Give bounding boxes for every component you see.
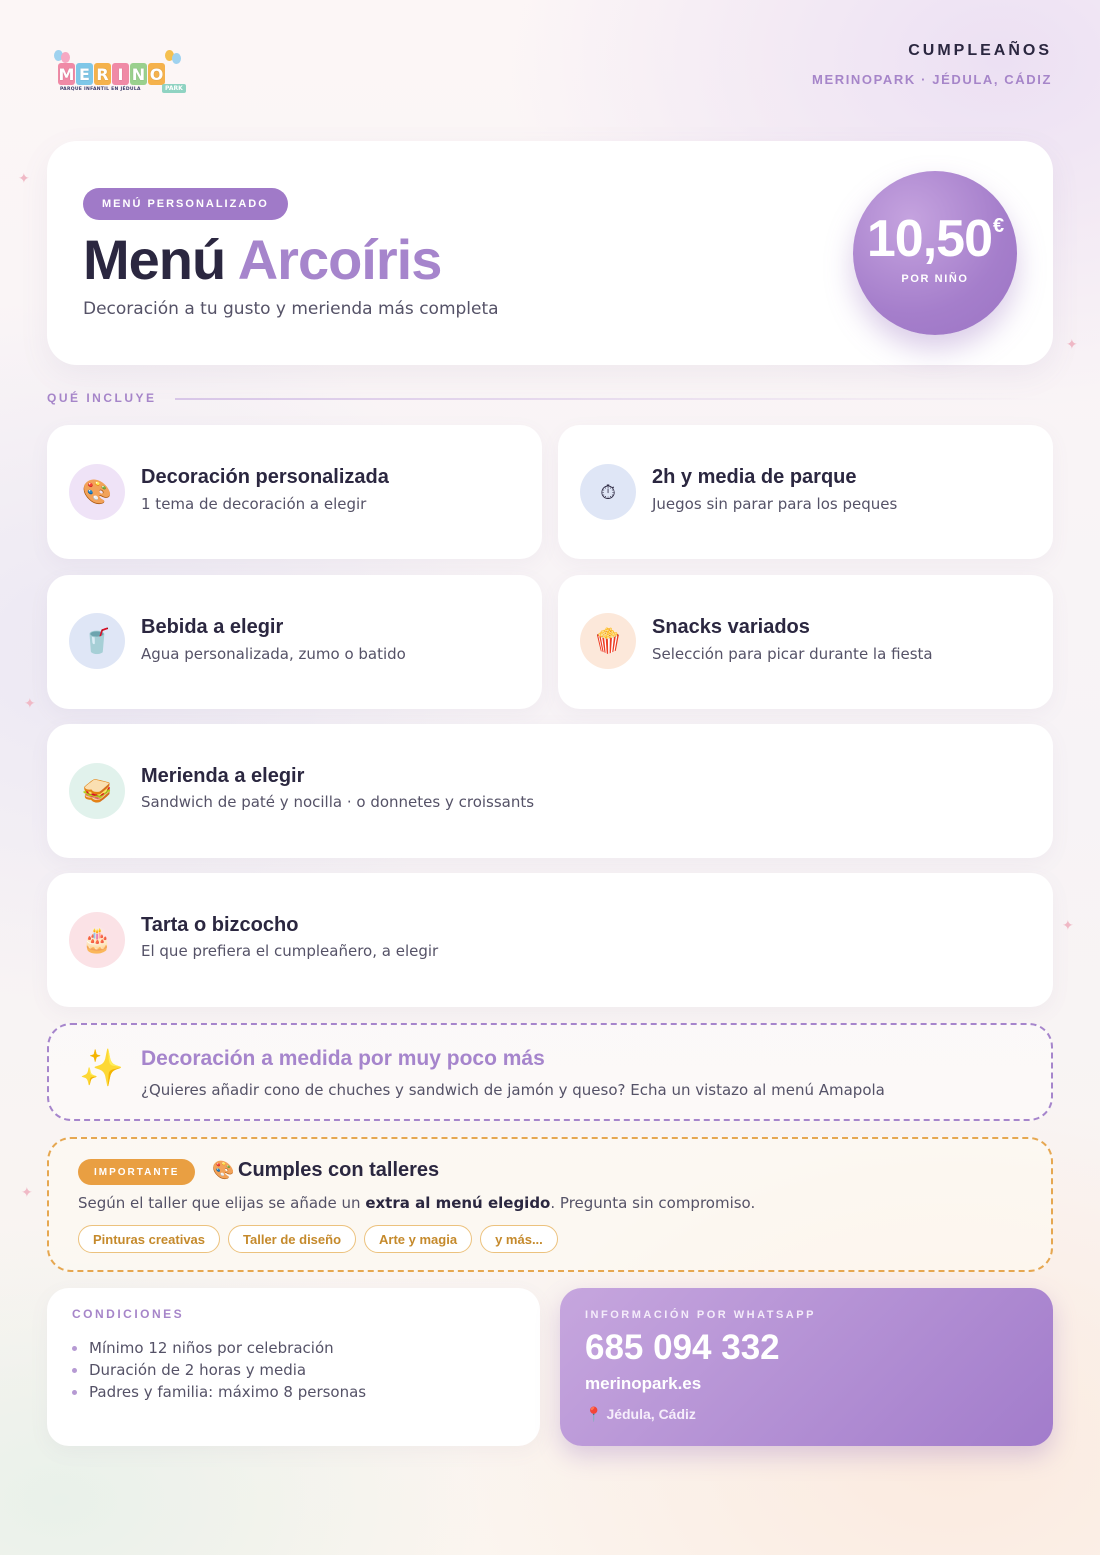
stopwatch-icon: ⏱ (580, 464, 636, 520)
workshop-chip: Pinturas creativas (78, 1225, 220, 1253)
feature-card (558, 575, 1053, 709)
merino-park-logo (50, 50, 190, 98)
drink-cup-icon: 🥤 (69, 613, 125, 669)
logo-letter-block: M (58, 64, 75, 84)
hero-card (47, 141, 1053, 365)
sparkle-icon: ✦ (18, 171, 30, 187)
logo-letter-block: R (94, 63, 111, 85)
list-item (72, 1337, 366, 1359)
notice-desc-start: Según el taller que elijas se añade un (78, 1194, 366, 1212)
logo-letter-block: N (131, 64, 146, 84)
feature-title: 2h y media de parque (652, 466, 857, 488)
promo-title: Decoración a medida por muy poco más (141, 1047, 545, 1070)
price-currency: € (993, 215, 1004, 237)
feature-title: Snacks variados (652, 616, 810, 638)
header-right (812, 42, 1052, 87)
condition-text: Padres y familia: máximo 8 personas (89, 1383, 367, 1401)
condition-text: Mínimo 12 niños por celebración (89, 1339, 334, 1357)
balloon-icon (61, 52, 70, 63)
feature-desc: Sandwich de paté y nocilla · o donnetes y croissants (141, 793, 535, 811)
menu-subtitle: Decoración a tu gusto y merienda más completa (83, 299, 499, 319)
feature-card (47, 873, 1053, 1007)
list-item (72, 1359, 366, 1381)
sparkle-icon: ✦ (24, 696, 36, 712)
bullet-icon (72, 1390, 77, 1395)
workshop-chip: Arte y magia (364, 1225, 472, 1253)
menu-title (83, 227, 441, 292)
feature-desc: El que prefiera el cumpleañero, a elegir (141, 942, 439, 960)
menu-title-main: Menú (83, 228, 226, 291)
feature-card (47, 575, 542, 709)
conditions-label: CONDICIONES (72, 1307, 185, 1321)
price-amount (853, 209, 1017, 269)
sparkle-icon: ✦ (1062, 918, 1074, 934)
conditions-list (72, 1337, 366, 1403)
feature-title: Merienda a elegir (141, 765, 305, 787)
menu-title-accent: Arcoíris (237, 228, 442, 291)
workshops-notice (47, 1137, 1053, 1272)
palette-icon: 🎨 (212, 1160, 235, 1181)
popcorn-icon: 🍿 (580, 613, 636, 669)
notice-title: Cumples con talleres (238, 1159, 440, 1181)
bullet-icon (72, 1368, 77, 1373)
map-pin-icon: 📍 (585, 1406, 603, 1422)
location-text: Jédula, Cádiz (606, 1406, 696, 1422)
conditions-card (47, 1288, 540, 1446)
palette-icon: 🎨 (69, 464, 125, 520)
logo-tagline: PARQUE INFANTIL EN JÉDULA (60, 87, 141, 92)
price-unit: POR NIÑO (901, 273, 969, 285)
birthday-cake-icon: 🎂 (69, 912, 125, 968)
website-link[interactable]: merinopark.es (585, 1374, 702, 1393)
upgrade-promo (47, 1023, 1053, 1121)
price-value: 10,50 (866, 210, 992, 268)
contact-label: INFORMACIÓN POR WHATSAPP (585, 1309, 816, 1321)
section-divider (175, 398, 1053, 400)
feature-title: Tarta o bizcocho (141, 914, 299, 936)
logo-wordmark (58, 63, 165, 85)
section-label: QUÉ INCLUYE (47, 391, 157, 405)
sparkle-icon: ✦ (21, 1185, 33, 1201)
logo-letter-block: I (112, 63, 129, 85)
price-badge (853, 171, 1017, 335)
workshop-chip: Taller de diseño (228, 1225, 356, 1253)
notice-desc (78, 1194, 755, 1212)
feature-desc: 1 tema de decoración a elegir (141, 495, 367, 513)
feature-desc: Agua personalizada, zumo o batido (141, 645, 406, 663)
feature-card (558, 425, 1053, 559)
list-item (72, 1381, 366, 1403)
feature-card (47, 425, 542, 559)
logo-park-badge: PARK (162, 84, 186, 93)
whatsapp-phone-link[interactable]: 685 094 332 (585, 1328, 780, 1367)
location (585, 1406, 696, 1423)
workshop-chip: y más... (480, 1225, 558, 1253)
feature-desc: Selección para picar durante la fiesta (652, 645, 933, 663)
feature-card (47, 724, 1053, 858)
sparkles-icon: ✨ (79, 1048, 124, 1089)
logo-letter-block: E (76, 63, 93, 85)
feature-desc: Juegos sin parar para los peques (652, 495, 898, 513)
promo-desc: ¿Quieres añadir cono de chuches y sandwich de jamón y queso? Echa un vistazo al menú Amapola (141, 1081, 885, 1099)
important-badge: IMPORTANTE (78, 1159, 195, 1185)
contact-card (560, 1288, 1053, 1446)
page-category: CUMPLEAÑOS (908, 42, 1052, 59)
menu-type-pill: MENÚ PERSONALIZADO (83, 188, 288, 220)
notice-desc-end: . Pregunta sin compromiso. (550, 1194, 756, 1212)
balloon-icon (172, 53, 181, 64)
condition-text: Duración de 2 horas y media (89, 1361, 307, 1379)
feature-title: Bebida a elegir (141, 616, 284, 638)
sandwich-icon: 🥪 (69, 763, 125, 819)
workshop-chips (78, 1225, 558, 1253)
feature-title: Decoración personalizada (141, 466, 389, 488)
notice-desc-bold: extra al menú elegido (365, 1194, 551, 1212)
venue-location: MERINOPARK · JÉDULA, CÁDIZ (812, 72, 1052, 87)
bullet-icon (72, 1346, 77, 1351)
sparkle-icon: ✦ (1066, 337, 1078, 353)
logo-letter-block: O (149, 64, 164, 84)
